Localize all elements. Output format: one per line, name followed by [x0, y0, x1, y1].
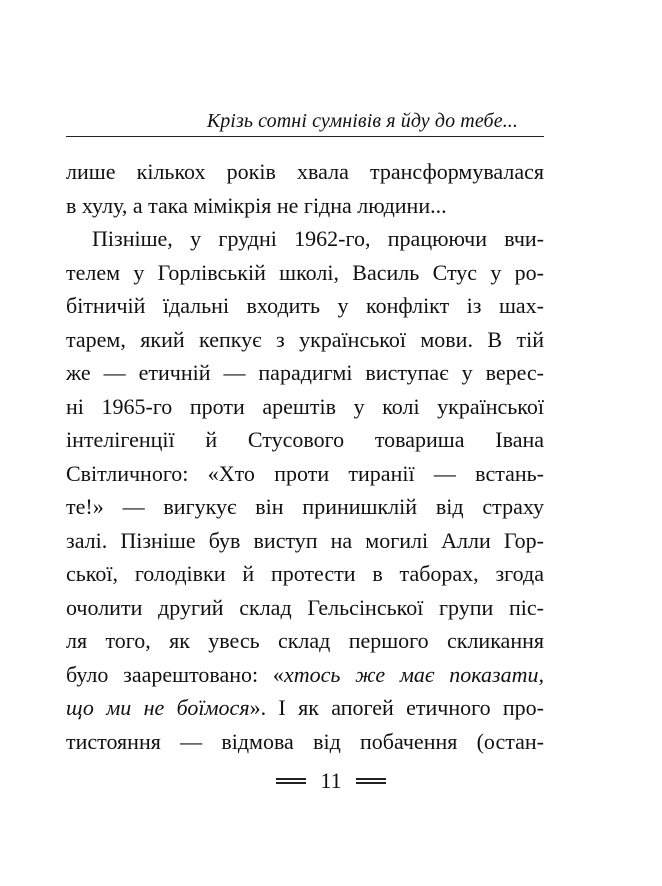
text-line: залі. Пізніше був виступ на могилі Алли Гор-: [66, 527, 544, 553]
text-line: лише кількох років хвала трансформувалася: [66, 159, 544, 184]
text-line: інтелігенції й Стусового товариша Івана: [66, 427, 544, 452]
running-head-title: Крізь сотні сумнівів я йду до тебе...: [206, 110, 518, 132]
text-line: телем у Горлівській школі, Василь Стус у ро-: [66, 259, 544, 285]
italic-quote: що ми не боїмося: [66, 695, 250, 720]
text-line: Пізніше, у грудні 1962-го, працюючи вчи-: [92, 226, 544, 251]
body-text: [66, 155, 544, 758]
folio-ornament-left: [276, 778, 306, 784]
text-line: же — етичній — парадигмі виступає у верес-: [66, 360, 544, 385]
text-line: [66, 691, 544, 725]
running-head: [66, 106, 544, 137]
text-segment: ». І як апогей етичного про-: [249, 695, 545, 720]
italic-quote: хтось же має показати,: [283, 661, 544, 687]
text-line: тарем, який кепкує з української мови. В тій: [66, 326, 544, 352]
text-line: [66, 658, 544, 692]
text-line: ської, голодівки й протести в таборах, згода: [66, 561, 544, 586]
text-line: ні 1965-го проти арештів у колі української: [66, 393, 544, 419]
text-line: те!» — вигукує він принишклій від страху: [66, 494, 544, 519]
page-footer: [0, 766, 662, 796]
text-line: ля того, як увесь склад першого скликання: [66, 628, 544, 653]
text-line: тистояння — відмова від побачення (остан-: [66, 728, 544, 754]
text-line: очолити другий склад Гельсінської групи піс-: [66, 594, 544, 620]
folio-ornament-right: [356, 778, 386, 784]
text-line: бітничій їдальні входить у конфлікт із шах-: [66, 293, 544, 318]
text-segment: було заарештовано: «: [66, 661, 284, 687]
text-line: в хулу, а така мімікрія не гідна людини...: [66, 192, 447, 218]
text-line: Світличного: «Хто проти тиранії — встань-: [66, 460, 544, 486]
page-number: 11: [320, 768, 342, 793]
